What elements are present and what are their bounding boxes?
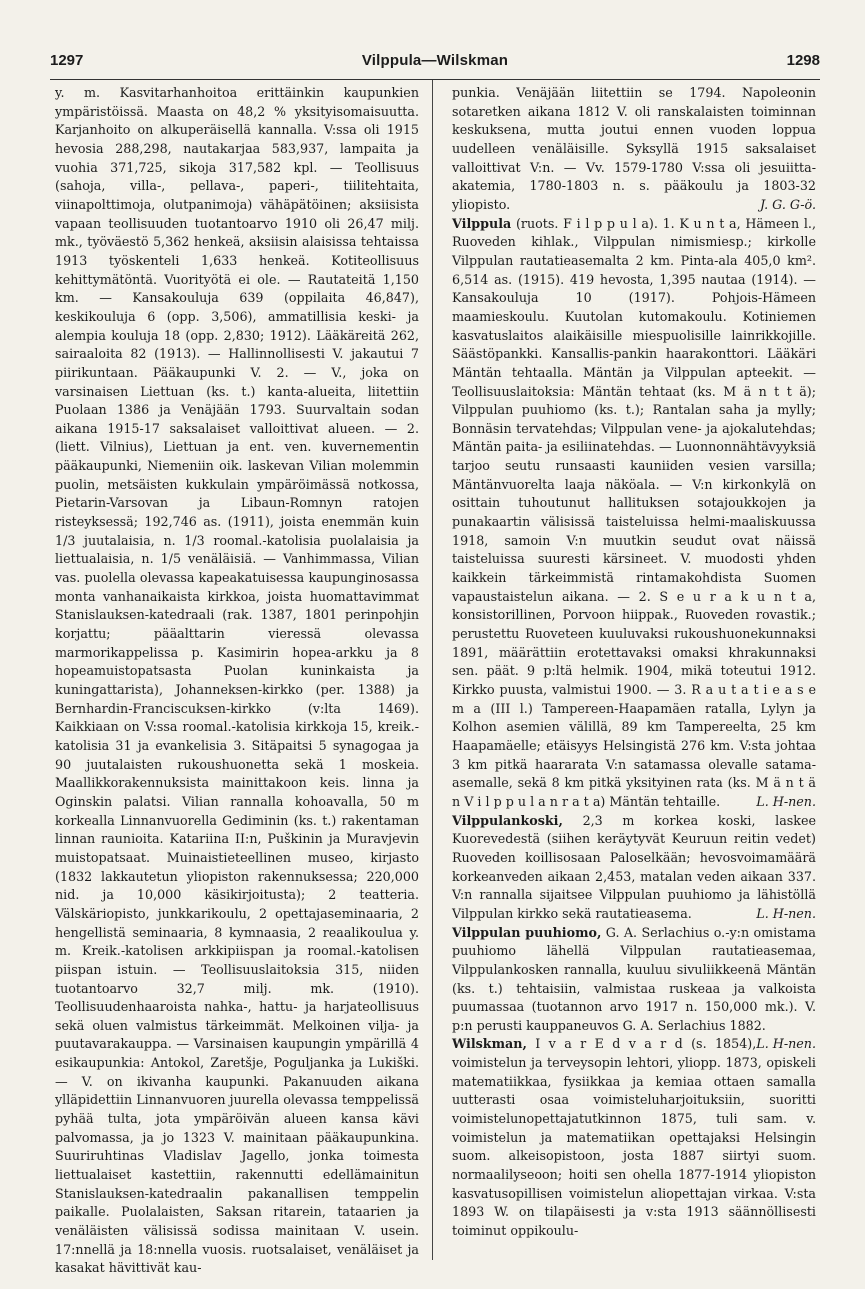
- article-text: y. m. Kasvitarhanhoitoa erittäinkin kaupunkien ympäristöissä. Maasta on 48,2 % yksityisomaisuutta. Karjanhoito on alkuperäisellä kannalla. V:ssa oli 1915 hevosia 288,298, nautakarjaa 583,937, lampaita ja vuohia 371,725, sikoja 317,582 kpl. — Teollisuus (sahoja, villa-, pellava-, paperi-, tiilitehtaita, viinapolttimoja, olutpanimoja) vähäpätöinen; aksiisista vapaan teollisuuden tuotantoarvo 1910 oli 26,47 milj. mk., työväestö 5,362 henkeä, aksiisin alaisissa tehtaissa 1913 työskenteli 1,633 henkeä. Kotiteollisuus kehittymätöntä. Vuorityötä ei ole. — Rautateitä 1,150 km. — Kansakouluja 639 (oppilaita 46,847), keskikouluja 6 (opp. 3,506), ammatillisia keski- ja alempia kouluja 18 (opp. 2,830; 1912). Lääkäreitä 262, sairaaloita 82 (1913). — Hallinnollisesti V. jakautui 7 piirikuntaan. Pääkaupunki V. 2. — V., joka on varsinaisen Liettuan (ks. t.) kanta-alueita, liitettiin Puolaan 1386 ja Venäjään 1793. Suurvaltain sodan aikana 1915-17 saksalaiset valloittivat alueen. — 2. (liett. Vilnius), Liettuan ja ent. ven. kuvernementin pääkaupunki, Niemeniin oik. laskevan Vilian molemmin puolin, metsäisten kukkulain ympäröimässä notkossa, Pietarin-Varsovan ja Libaun-Romnyn ratojen risteyksessä; 192,746 as. (1911), joista enemmän kuin 1/3 juutalaisia, n. 1/3 roomal.-katolisia puolalaisia ja liettualaisia, n. 1/5 venäläisiä. — Vanhimmassa, Vilian vas. puolella olevassa kapeakatuisessa kaupunginosassa monta vanhanaikaista kirkkoa, joista huomattavimmat Stanislauksen-katedraali (rak. 1387, 1801 perinpohjin korjattu; pääalttarin vieressä olevassa marmorikappelissa p. Kasimirin hopea-arkku ja 8 hopeamuistopatsasta Puolan kuninkaista ja kuningattarista), Johanneksen-kirkko (per. 1388) ja Bernhardin-Franciscuksen-kirkko (v:lta 1469). Kaikkiaan on V:ssa roomal.-katolisia kirkkoja 15, kreik.-katolisia 31 ja evankelisia 3. Sitäpaitsi 5 synagogaa ja 90 juutalaisten rukoushuonetta sekä 1 moskeia. Maallikkorakennuksista mainittakoon keis. linna ja Oginskin palatsi. Vilian rannalla kohoavalla, 50 m korkealla Linnanvuorella Gediminin (ks. t.) rakentaman linnan raunioita. Katariina II:n, Puškinin ja Muravjevin muistopatsaat. Muinaistieteellinen museo, kirjasto (1832 lakkautetun yliopiston rakennuksessa; 220,000 nid. ja 10,000 käsikirjoitusta); 2 teatteria. Välskäriopisto, junkkarikoulu, 2 opettajaseminaaria, 2 hengellistä seminaaria, 8 kymnaasia, 2 reaalikoulua y. m. Kreik.-katolisen arkkipiispan ja roomal.-katolisen piispan istuin. — Teollisuuslaitoksia 315, niiden tuotantoarvo 32,7 milj. mk. (1910). Teollisuudenhaaroista nahka-, hattu- ja harjateollisuus sekä oluen valmistus tärkeimmät. Melkoinen vilja- ja puutavarakauppa. — Varsinaisen kaupungin ympärillä 4 esikaupunkia: Antokol, Zaretšje, Poguljanka ja Lukiški. — V. on ikivanha kaupunki. Pakanuuden aikana ylläpidettiin Linnanvuoren juurella olevassa temppelissä pyhää tulta, jota ympäröivän alueen kansa kävi palvomassa, ja jo 1323 V. mainitaan pääkaupunkina. Suuriruhtinas Vladislav Jagello, jonka toimesta liettualaiset kastettiin, rakennutti edellämainitun Stanislauksen-katedraalin pakanallisen temppelin paikalle. Puolalaisten, Saksan ritarein, tataarien ja venäläisten välisissä sodissa mainitaan V. usein. 17:nnellä ja 18:nnella vuosis. ruotsalaiset, venäläiset ja kasakat hävittivät kau-: [55, 85, 419, 1276]
- entry-headword: Vilppulan puuhiomo,: [452, 924, 602, 940]
- author-signature: L. H-nen.: [756, 1036, 816, 1052]
- entry-body: 2,3 m korkea koski, laskee Kuorevedestä (siihen keräytyvät Keuruun reitin vedet) Ruoveden koillisosaan Paloselkään; hevosvoimamäärä korkeanveden aikaan 2,453, matalan veden aikaan 337. V:n rannalla sijaitsee Vilppulan puuhiomo ja lähistöllä Vilppulan kirkko sekä rautatieasema.: [452, 812, 816, 921]
- right-column: [452, 84, 816, 1241]
- entry-vilppula: [452, 215, 816, 812]
- header-rule: [50, 79, 820, 80]
- column-divider: [432, 80, 433, 1260]
- left-column: [55, 84, 419, 1278]
- entry-wilskman: [452, 1035, 816, 1240]
- entry-headword: Vilppula: [452, 215, 512, 231]
- page-header: [50, 52, 820, 76]
- entry-headword: Wilskman,: [452, 1036, 527, 1052]
- page-title: Vilppula—Wilskman: [361, 52, 509, 69]
- entry-body: (ruots. F i l p p u l a). 1. K u n t a, Hämeen l., Ruoveden kihlak., Vilppulan nimismiesp.; kirkolle Vilppulan rautatieasemalta 2 km. Pinta-ala 405,0 km². 6,514 as. (1915). 419 hevosta, 1,395 nautaa (1914). — Kansakouluja 10 (1917). Pohjois-Hämeen maamieskoulu. Kuutolan kutomakoulu. Kotiniemen kasvatuslaitos alaikäisille miespuolisille lainrikkojille. Säästöpankki. Kansallis-pankin haarakonttori. Lääkäri Mäntän tehtaalla. Mäntän ja Vilppulan apteekit. — Teollisuuslaitoksia: Mäntän tehtaat (ks. M ä n t t ä); Vilppulan puuhiomo (ks. t.); Rantalan saha ja mylly; Bonnäsin tervatehdas; Vilppulan vene- ja ajokalutehdas; Mäntän paita- ja esiliinatehdas. — Luonnonnähtävyyksiä tarjoo seutu runsaasti kauniiden vesien varsilla; Mäntänvuorelta laaja näköala. — V:n kirkonkylä on osittain tuhoutunut hallituksen sotajoukkojen ja punakaartin välisissä taisteluissa helmi-maaliskuussa 1918, samoin V:n muutkin seudut ovat näissä taisteluissa suuresti kärsineet. V. muodosti yhden kaikkein tärkeimmistä rintamakohdista Suomen vapaustaistelun aikana. — 2. S e u r a k u n t a, konsistorillinen, Porvoon hiippak., Ruoveden rovastik.; perustettu Ruoveteen kuuluvaksi rukoushuonekunnaksi 1891, määrättiin erotettavaksi omaksi khrakunnaksi sen. päät. 9 p:ltä helmik. 1904, mikä toteutui 1912. Kirkko puusta, valmistui 1900. — 3. R a u t a t i e a s e m a (III l.) Tampereen-Haapamäen ratalla, Lylyn ja Kolhon asemien välillä, 89 km Tampereelta, 25 km Haapamäelle; etäisyys Helsingistä 276 km. V:sta johtaa 3 km pitkä haararata V:n satamassa olevalle satama-asemalle, sekä 8 km pitkä yksityinen rata (ks. M ä n t ä n V i l p p u l a n r a t a) Mäntän tehtaille.: [452, 215, 816, 809]
- author-signature: L. H-nen.: [756, 793, 816, 809]
- entry-body: I v a r E d v a r d (s. 1854), voimistelun ja terveysopin lehtori, yliopp. 1873, opiskeli matematiikkaa, fysiikkaa ja kemiaa ottaen samalla uutterasti osaa voimisteluharjoituksiin, suoritti voimistelunopettajatutkinnon 1875, tuli sam. v. voimistelun ja matematiikan opettajaksi Helsingin suom. alkeisopistoon, josta 1887 siirtyi suom. normaalilyseoon; hoiti sen ohella 1877-1914 yliopiston kasvatusopillisen voimistelun aliopettajan virkaa. V:sta 1893 W. on tilapäisesti ja v:sta 1913 säännöllisesti toiminut oppikoulu-: [452, 1036, 816, 1239]
- author-signature: J. G. G-ö.: [759, 196, 816, 212]
- article-body: punkia. Venäjään liitettiin se 1794. Napoleonin sotaretken aikana 1812 V. oli ranskalaisten toiminnan keskuksena, mutta joutui ennen vuoden loppua uudelleen venäläisille. Syksyllä 1915 saksalaiset valloittivat V:n. — Vv. 1579-1780 V:ssa oli jesuiitta-akatemia, 1780-1803 n. s. pääkoulu ja 1803-32 yliopisto.: [452, 85, 816, 212]
- entry-vilppulankoski: [452, 812, 816, 924]
- article-text: [452, 84, 816, 215]
- entry-headword: Vilppulankoski,: [452, 812, 563, 828]
- left-page-number: 1297: [50, 52, 84, 69]
- author-signature: L. H-nen.: [756, 905, 816, 921]
- entry-body: G. A. Serlachius o.-y:n omistama puuhiomo lähellä Vilppulan rautatieasemaa, Vilppulankosken rannalla, kuuluu sivuliikkeenä Mäntän (ks. t.) tehtaisiin, valmistaa ruskeaa ja valkoista puumassaa (tuotannon arvo 1917 n. 150,000 mk.). V. p:n perusti kauppaneuvos G. A. Serlachius 1882.: [452, 924, 816, 1033]
- right-page-number: 1298: [786, 52, 820, 69]
